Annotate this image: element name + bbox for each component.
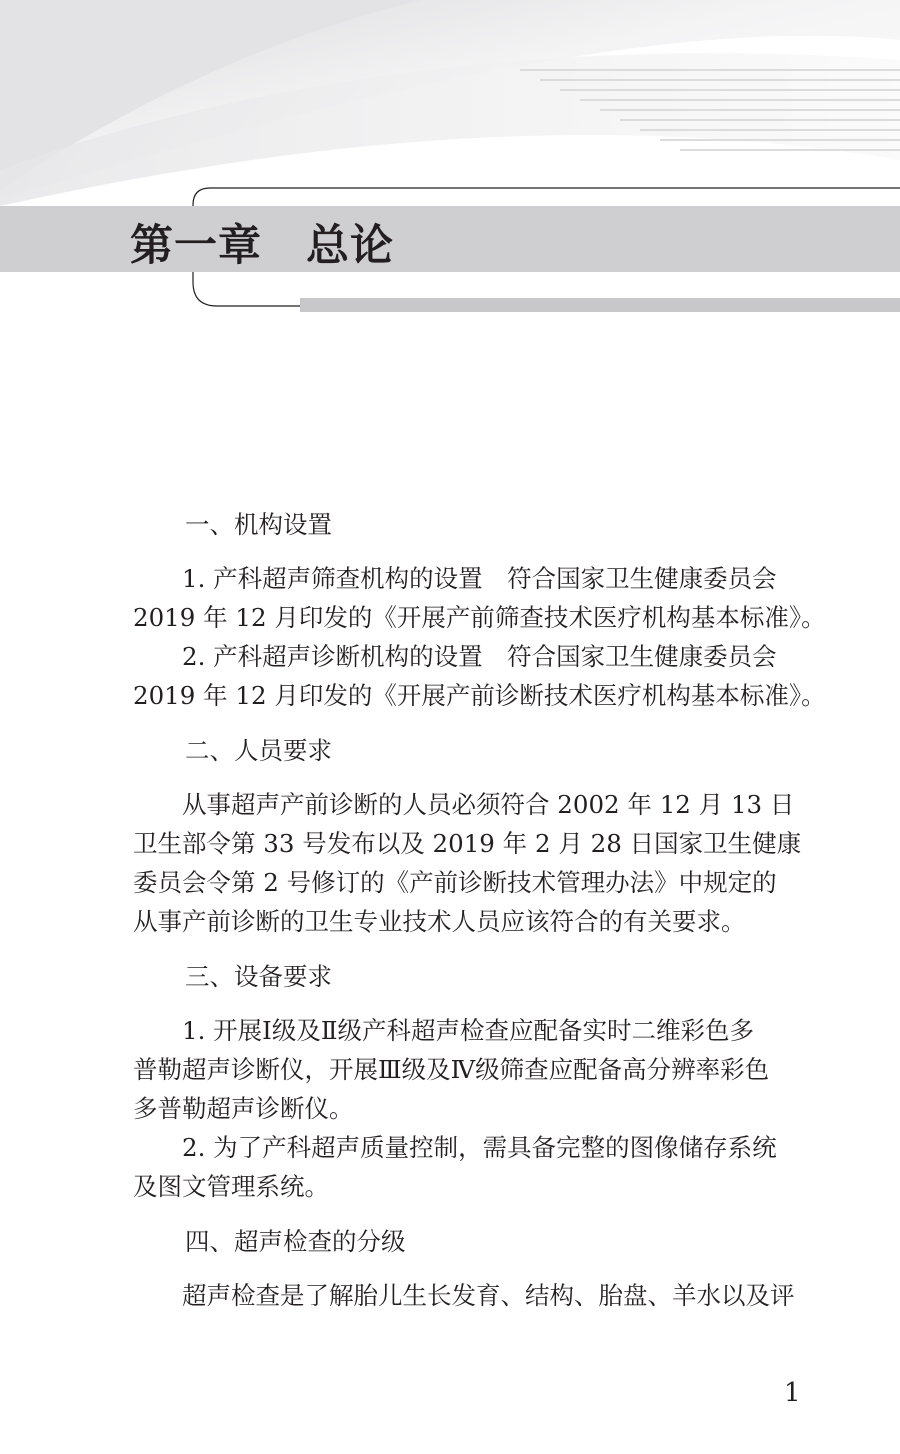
text-line: 卫生部令第 33 号发布以及 2019 年 2 月 28 日国家卫生健康 [133, 829, 802, 858]
text-line: 多普勒超声诊断仪。 [133, 1094, 354, 1123]
paragraph [133, 637, 826, 715]
text-line: 1. 产科超声筛查机构的设置 符合国家卫生健康委员会 [182, 564, 777, 593]
paragraph [133, 785, 801, 941]
text-line: 2. 为了产科超声质量控制，需具备完整的图像储存系统 [182, 1133, 777, 1162]
text-line: 2019 年 12 月印发的《开展产前诊断技术医疗机构基本标准》。 [133, 681, 826, 710]
text-line: 2. 产科超声诊断机构的设置 符合国家卫生健康委员会 [182, 642, 777, 671]
paragraph [133, 1128, 801, 1206]
text-line: 普勒超声诊断仪，开展Ⅲ级及Ⅳ级筛查应配备高分辨率彩色 [133, 1055, 770, 1084]
text-line: 2019 年 12 月印发的《开展产前筛查技术医疗机构基本标准》。 [133, 603, 826, 632]
chapter-title: 第一章 总论 [130, 221, 394, 271]
page-number: 1 [784, 1378, 801, 1408]
text-line: 从事超声产前诊断的人员必须符合 2002 年 12 月 13 日 [182, 790, 795, 819]
paragraph [133, 1276, 801, 1315]
section-heading: 四、超声检查的分级 [185, 1227, 406, 1256]
text-line: 从事产前诊断的卫生专业技术人员应该符合的有关要求。 [133, 907, 746, 936]
paragraph [133, 1011, 801, 1128]
section-heading: 三、设备要求 [185, 962, 332, 991]
text-line: 委员会令第 2 号修订的《产前诊断技术管理办法》中规定的 [133, 868, 777, 897]
text-line: 超声检查是了解胎儿生长发育、结构、胎盘、羊水以及评 [182, 1281, 795, 1310]
section-heading: 二、人员要求 [185, 736, 332, 765]
section-heading: 一、机构设置 [185, 510, 332, 539]
paragraph [133, 559, 826, 637]
body-text [133, 505, 826, 1315]
text-line: 及图文管理系统。 [133, 1172, 329, 1201]
text-line: 1. 开展Ⅰ级及Ⅱ级产科超声检查应配备实时二维彩色多 [182, 1016, 754, 1045]
